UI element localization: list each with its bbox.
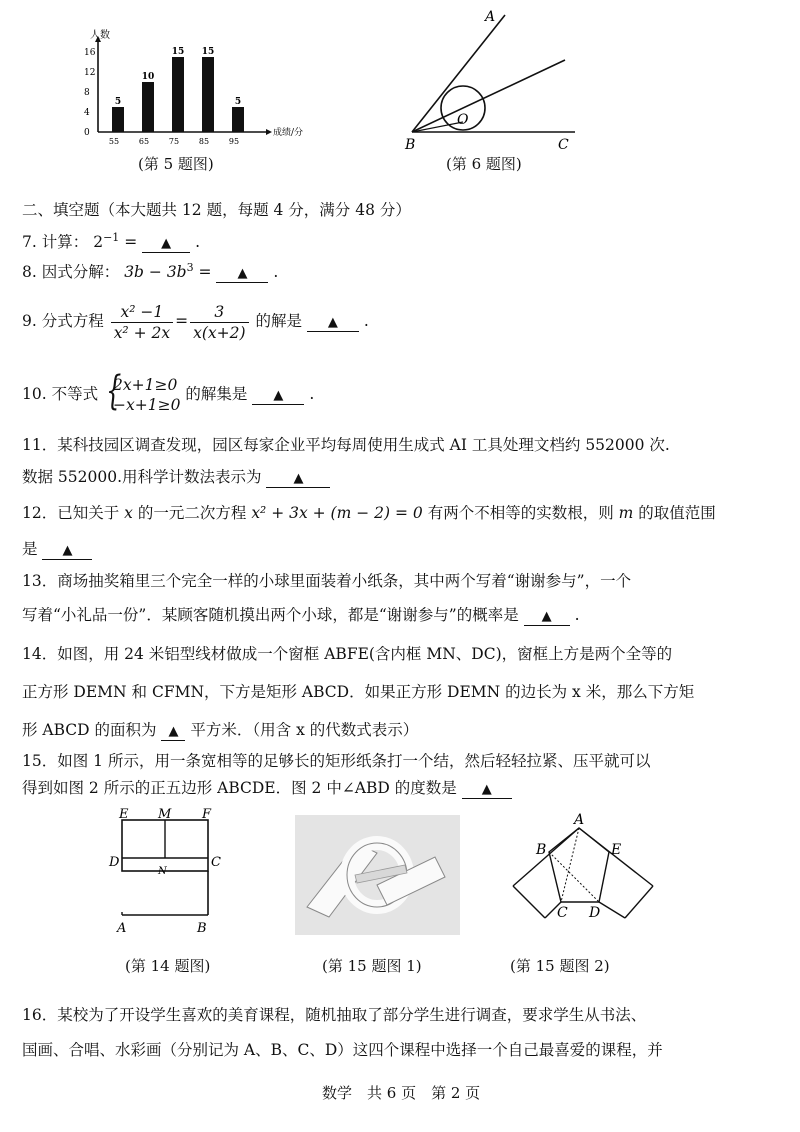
section-heading: 二、填空题（本大题共 12 题，每题 4 分，满分 48 分） [22, 201, 411, 219]
q9-numerator-right: 3 [190, 302, 248, 323]
q8-mark: ▲ [237, 266, 248, 282]
x-tick-label: 95 [228, 137, 240, 146]
q12-var-m: m [618, 504, 634, 522]
figure-6-caption: (第 6 题图) [446, 155, 522, 173]
q9-mark: ▲ [327, 315, 338, 330]
y-tick-label: 12 [84, 68, 96, 78]
q12-text-a: 12．已知关于 [22, 504, 120, 522]
label-M: M [158, 807, 172, 822]
bar [232, 107, 244, 132]
figure-14-window-frame [105, 808, 230, 938]
label-D: D [589, 905, 601, 921]
q15-line-2 [22, 778, 512, 799]
q10-brace: { [106, 368, 122, 414]
question-10 [22, 368, 315, 416]
bar [112, 107, 124, 132]
figure-5-bar-chart [80, 28, 304, 148]
bar-data-label: 5 [234, 97, 242, 107]
q13-line-2 [22, 605, 580, 626]
q9-fraction-left [111, 302, 173, 343]
label-C: C [558, 137, 569, 153]
label-E: E [611, 842, 622, 858]
label-A: A [485, 9, 496, 25]
label-C: C [557, 905, 568, 921]
question-7 [22, 228, 200, 253]
y-axis-label: 人数 [90, 30, 110, 41]
x-tick-label: 85 [198, 137, 210, 146]
bar-data-label: 15 [171, 47, 185, 57]
q9-number: 9. [22, 312, 37, 330]
q9-equals: = [175, 312, 189, 330]
question-9 [22, 299, 369, 343]
x-tick-label: 75 [168, 137, 180, 146]
q10-label: 不等式 [51, 385, 99, 403]
q11-text: 数据 552000.用科学计数法表示为 [22, 468, 262, 486]
q10-row-1: 2x+1≥0 [113, 376, 178, 394]
y-tick-label: 8 [84, 88, 90, 98]
q15-line-1: 15．如图 1 所示，用一条宽相等的足够长的矩形纸条打一个结，然后轻轻拉紧、压平就可以 [22, 752, 651, 770]
x-axis-label: 成绩/分 [273, 128, 304, 138]
q9-tail: 的解是 [255, 312, 302, 330]
q14-mark: ▲ [168, 724, 179, 739]
q12-text-e: 是 [22, 540, 38, 558]
q7-mark: ▲ [161, 236, 172, 252]
label-C: C [211, 855, 221, 870]
q14-text-a: 形 ABCD 的面积为 [22, 721, 157, 739]
y-tick-label: 0 [84, 128, 90, 138]
q10-tail: 的解集是 [185, 385, 248, 403]
x-tick-label: 65 [138, 137, 150, 146]
label-E: E [119, 807, 129, 822]
q14-line-3 [22, 720, 418, 741]
q8-end: . [273, 263, 279, 282]
q10-inequality-system [103, 368, 181, 415]
q9-fraction-right [190, 302, 248, 343]
q11-answer-blank[interactable] [266, 469, 330, 488]
label-D: D [109, 855, 120, 870]
q9-denominator-right: x(x+2) [193, 323, 246, 342]
figure-6-diagram [395, 5, 595, 155]
bar-data-label: 15 [201, 47, 215, 57]
q8-exponent: 3 [186, 261, 194, 274]
q12-answer-blank[interactable] [42, 541, 92, 560]
label-F: F [202, 807, 212, 822]
q15-answer-blank[interactable] [462, 780, 512, 799]
q7-equals: = [119, 233, 143, 252]
figure-15-photo-knot [295, 815, 460, 935]
q12-text-c: 有两个不相等的实数根，则 [427, 504, 614, 522]
figure-15-pentagon-diagram [505, 810, 665, 930]
bar-data-label: 5 [114, 97, 122, 107]
bar [172, 57, 184, 132]
bar [202, 57, 214, 132]
q11-mark: ▲ [293, 471, 304, 486]
label-B: B [197, 921, 207, 936]
figure-15-1-caption: (第 15 题图 1) [322, 957, 422, 975]
q8-number: 8. [22, 263, 37, 282]
label-A: A [117, 921, 127, 936]
q15-mark: ▲ [481, 782, 492, 797]
q7-exponent: −1 [103, 231, 120, 244]
bar [142, 82, 154, 132]
q12-text-d: 的取值范围 [638, 504, 716, 522]
x-axis-arrow [266, 129, 272, 135]
figure-5-caption: (第 5 题图) [138, 155, 214, 173]
q8-label: 因式分解： [41, 263, 120, 282]
q12-equation: x² + 3x + (m − 2) = 0 [251, 504, 423, 522]
q10-end: . [309, 385, 315, 403]
q14-answer-blank[interactable] [161, 722, 185, 741]
q14-line-2: 正方形 DEMN 和 CFMN，下方是矩形 ABCD．如果正方形 DEMN 的边长为 x 米，那么下方矩 [22, 683, 695, 701]
label-B: B [405, 137, 416, 153]
bar-data-label: 10 [141, 72, 155, 82]
q10-number: 10. [22, 385, 47, 403]
q10-answer-blank[interactable] [252, 386, 304, 405]
y-tick-label: 4 [84, 108, 90, 118]
q11-line-1: 11．某科技园区调查发现，园区每家企业平均每周使用生成式 AI 工具处理文档约 552000 次. [22, 436, 670, 454]
question-8 [22, 258, 278, 283]
q9-answer-blank[interactable] [307, 313, 359, 332]
q9-label: 分式方程 [41, 312, 104, 330]
q16-line-1: 16．某校为了开设学生喜欢的美育课程，随机抽取了部分学生进行调查，要求学生从书法、 [22, 1006, 647, 1024]
figure-14-caption: (第 14 题图) [125, 957, 211, 975]
q9-numerator-left: x² −1 [111, 302, 173, 323]
figure-15-2-caption: (第 15 题图 2) [510, 957, 610, 975]
q13-answer-blank[interactable] [524, 607, 570, 626]
q12-var-x: x [124, 504, 133, 522]
label-A: A [574, 812, 585, 828]
q10-mark: ▲ [273, 388, 284, 403]
q7-base: 2 [93, 233, 104, 252]
q13-end: . [574, 606, 580, 624]
q13-mark: ▲ [541, 609, 552, 624]
q12-text-b: 的一元二次方程 [137, 504, 247, 522]
x-tick-label: 55 [108, 137, 120, 146]
label-N: N [158, 866, 167, 877]
q7-answer-blank[interactable] [142, 234, 190, 253]
label-B: B [536, 842, 547, 858]
q14-text-b: 平方米．（用含 x 的代数式表示） [190, 721, 419, 739]
y-tick-label: 16 [84, 48, 96, 58]
q9-end: . [363, 312, 369, 330]
q8-expression: 3b − 3b [124, 263, 187, 282]
q12-line-1 [22, 503, 716, 523]
label-O: O [457, 112, 469, 128]
q7-end: . [195, 233, 200, 252]
q8-equals: = [193, 263, 217, 282]
q14-line-1: 14．如图，用 24 米铝型线材做成一个窗框 ABFE(含内框 MN、DC)，窗框上方是两个全等的 [22, 645, 673, 663]
q7-number: 7. [22, 233, 37, 252]
q13-line-1: 13．商场抽奖箱里三个完全一样的小球里面装着小纸条，其中两个写着“谢谢参与”，一个 [22, 572, 632, 590]
q12-mark: ▲ [62, 543, 73, 558]
q16-line-2: 国画、合唱、水彩画（分别记为 A、B、C、D）这四个课程中选择一个自己最喜爱的课程，并 [22, 1041, 663, 1059]
q12-line-2 [22, 539, 92, 560]
q7-label: 计算： [41, 233, 89, 252]
q10-row-2: −x+1≥0 [113, 396, 181, 414]
q11-line-2 [22, 467, 330, 488]
q15-text: 得到如图 2 所示的正五边形 ABCDE．图 2 中∠ABD 的度数是 [22, 779, 457, 797]
q9-denominator-left: x² + 2x [113, 323, 171, 342]
q13-text: 写着“小礼品一份”．某顾客随机摸出两个小球，都是“谢谢参与”的概率是 [22, 606, 519, 624]
page-footer: 数学 共 6 页 第 2 页 [322, 1084, 481, 1102]
q8-answer-blank[interactable] [216, 264, 268, 283]
